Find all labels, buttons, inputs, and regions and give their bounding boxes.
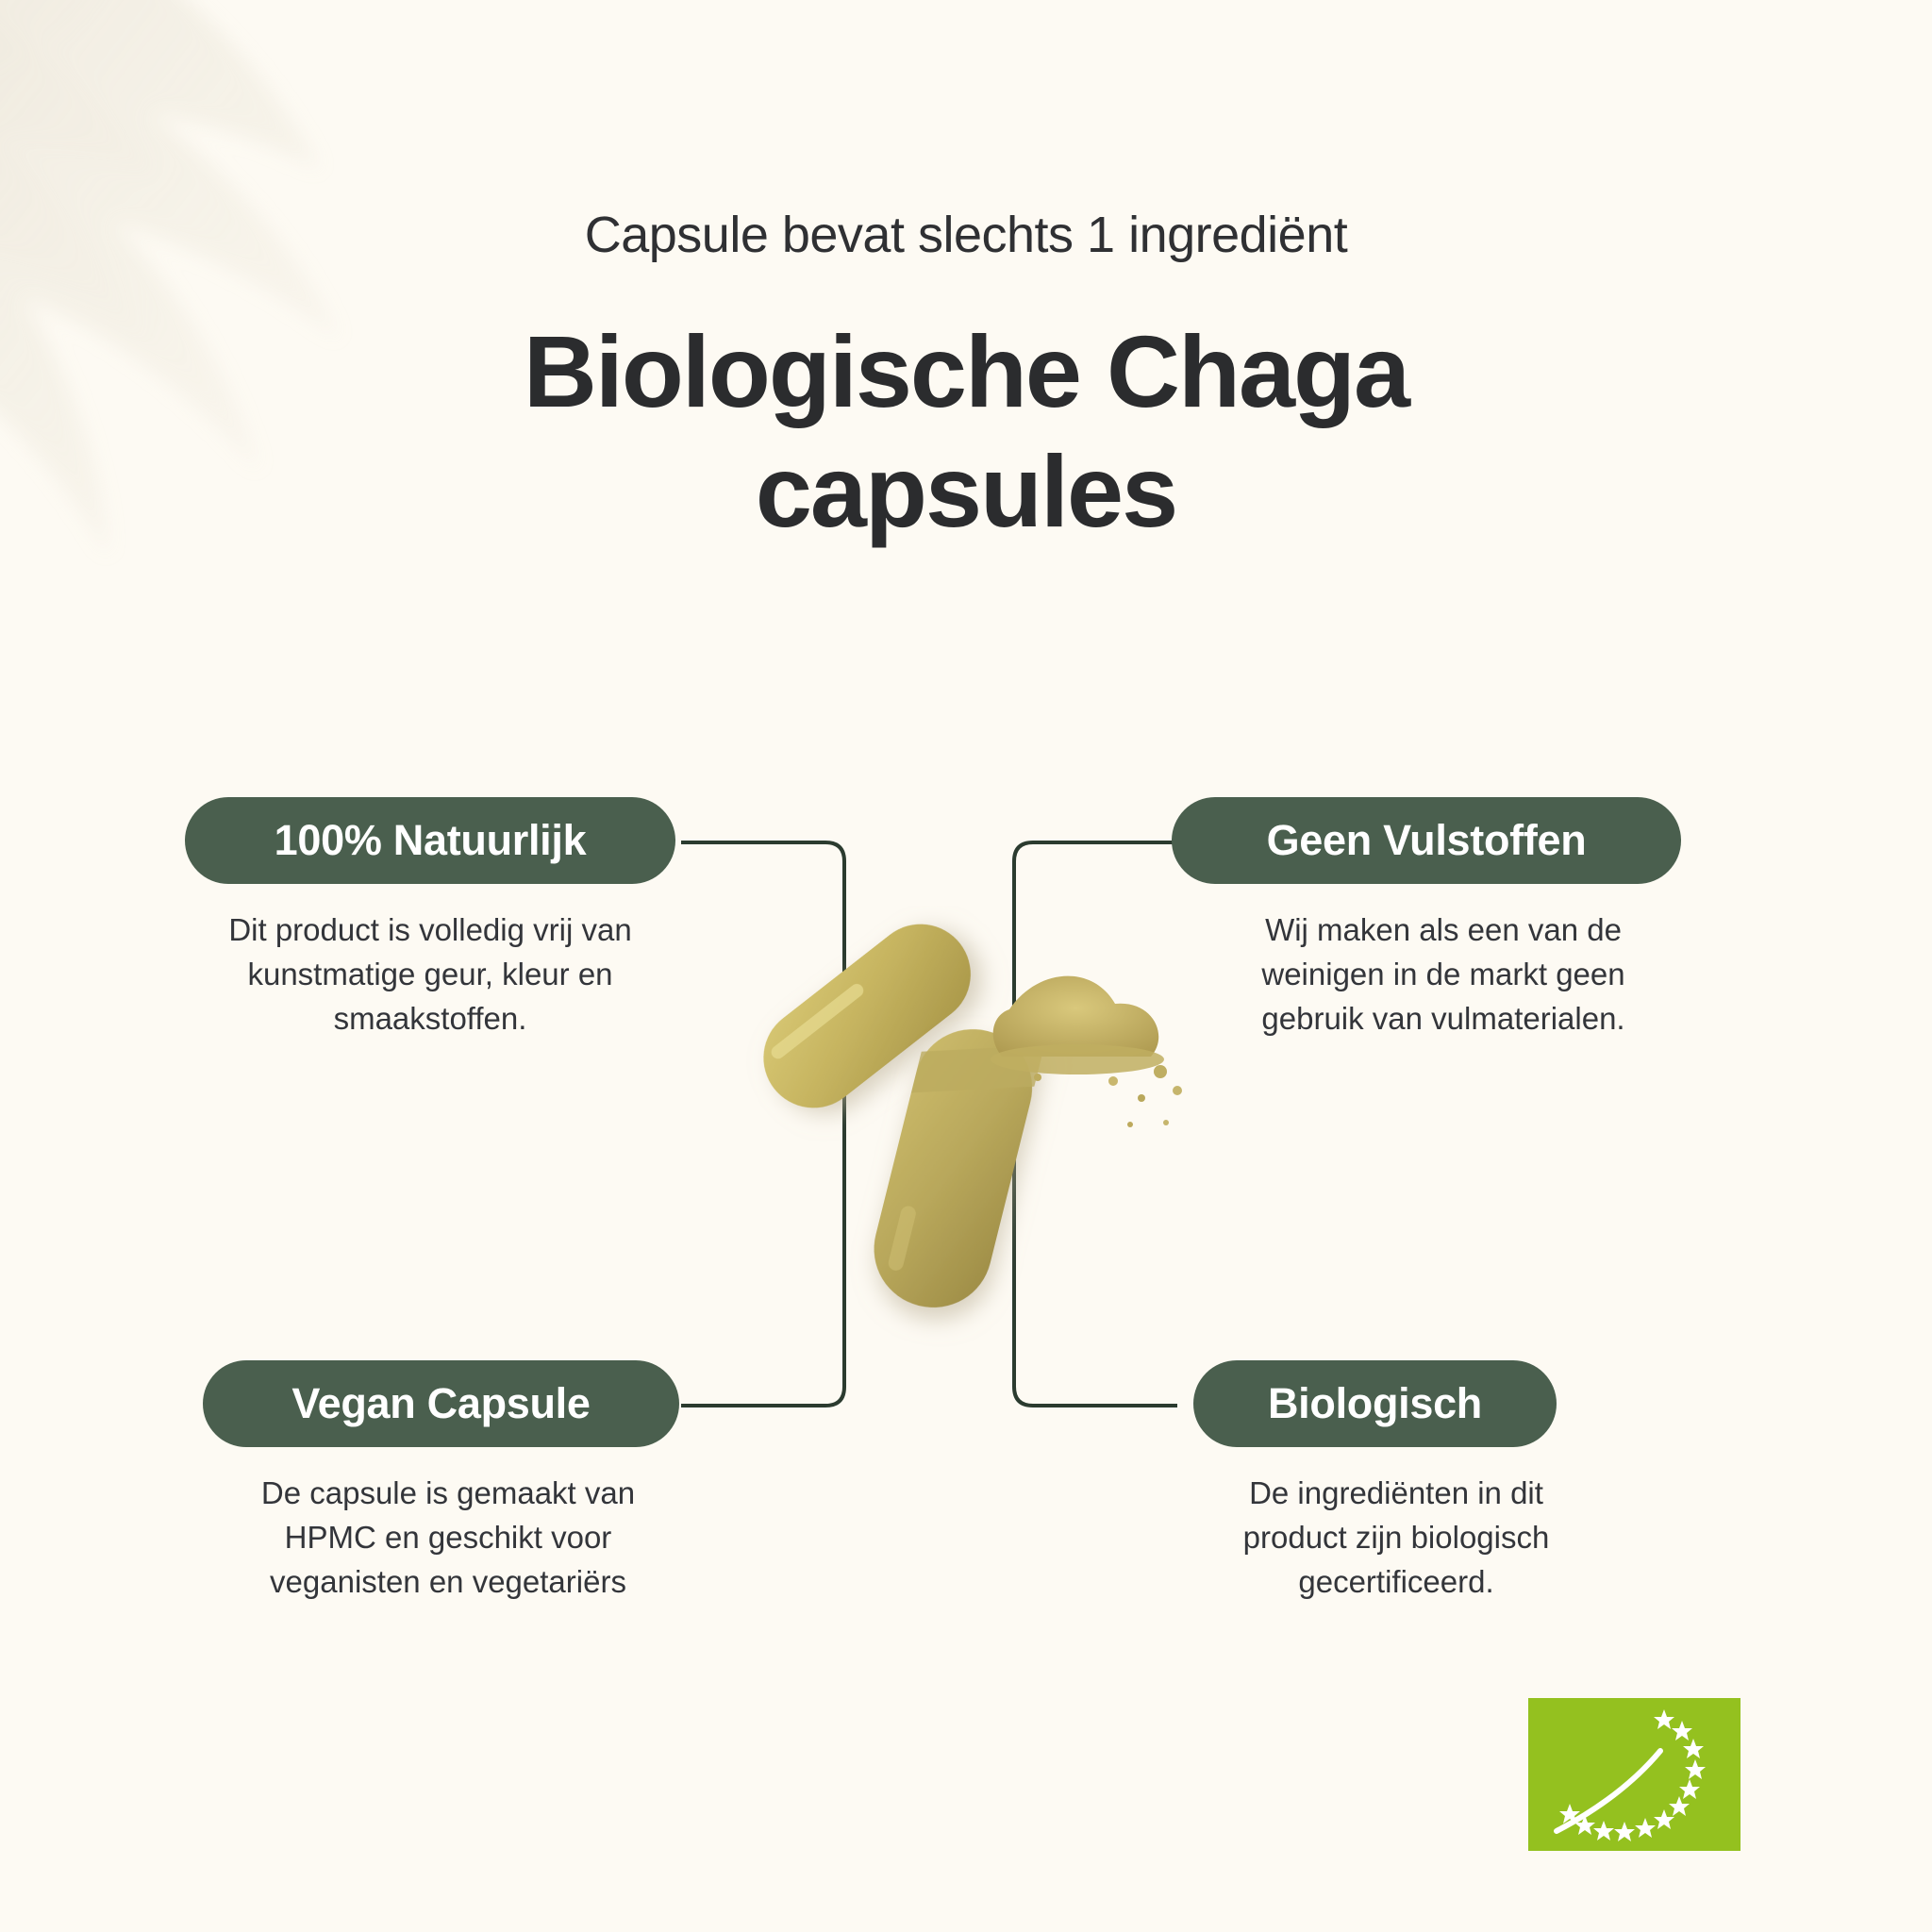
page-title-line-1: Biologische Chaga xyxy=(523,314,1409,428)
feature-vulstoffen-pill[interactable]: Geen Vulstoffen xyxy=(1172,797,1681,884)
feature-natuurlijk-description: Dit product is volledig vrij van kunstmatige geur, kleur en smaakstoffen. xyxy=(228,912,632,1036)
feature-vegan-pill[interactable]: Vegan Capsule xyxy=(203,1360,679,1447)
eu-leaf-stars-icon xyxy=(1528,1698,1740,1851)
feature-vegan xyxy=(203,1360,693,1605)
eu-organic-leaf-badge xyxy=(1528,1698,1740,1851)
page-title xyxy=(306,311,1626,552)
feature-natuurlijk xyxy=(185,797,675,1041)
feature-biologisch-description: De ingrediënten in dit product zijn biologisch gecertificeerd. xyxy=(1242,1475,1550,1599)
chaga-capsule-illustration xyxy=(726,906,1217,1377)
page-subtitle: Capsule bevat slechts 1 ingrediënt xyxy=(584,207,1348,263)
feature-biologisch-pill[interactable]: Biologisch xyxy=(1193,1360,1557,1447)
feature-vulstoffen xyxy=(1191,797,1681,1041)
page-title-line-2: capsules xyxy=(755,434,1177,549)
feature-vulstoffen-description: Wij maken als een van de weinigen in de markt geen gebruik van vulmaterialen. xyxy=(1261,912,1625,1036)
feature-vegan-description: De capsule is gemaakt van HPMC en geschikt voor veganisten en vegetariërs xyxy=(260,1475,636,1599)
feature-biologisch xyxy=(1191,1360,1681,1605)
feature-natuurlijk-pill[interactable]: 100% Natuurlijk xyxy=(185,797,675,884)
